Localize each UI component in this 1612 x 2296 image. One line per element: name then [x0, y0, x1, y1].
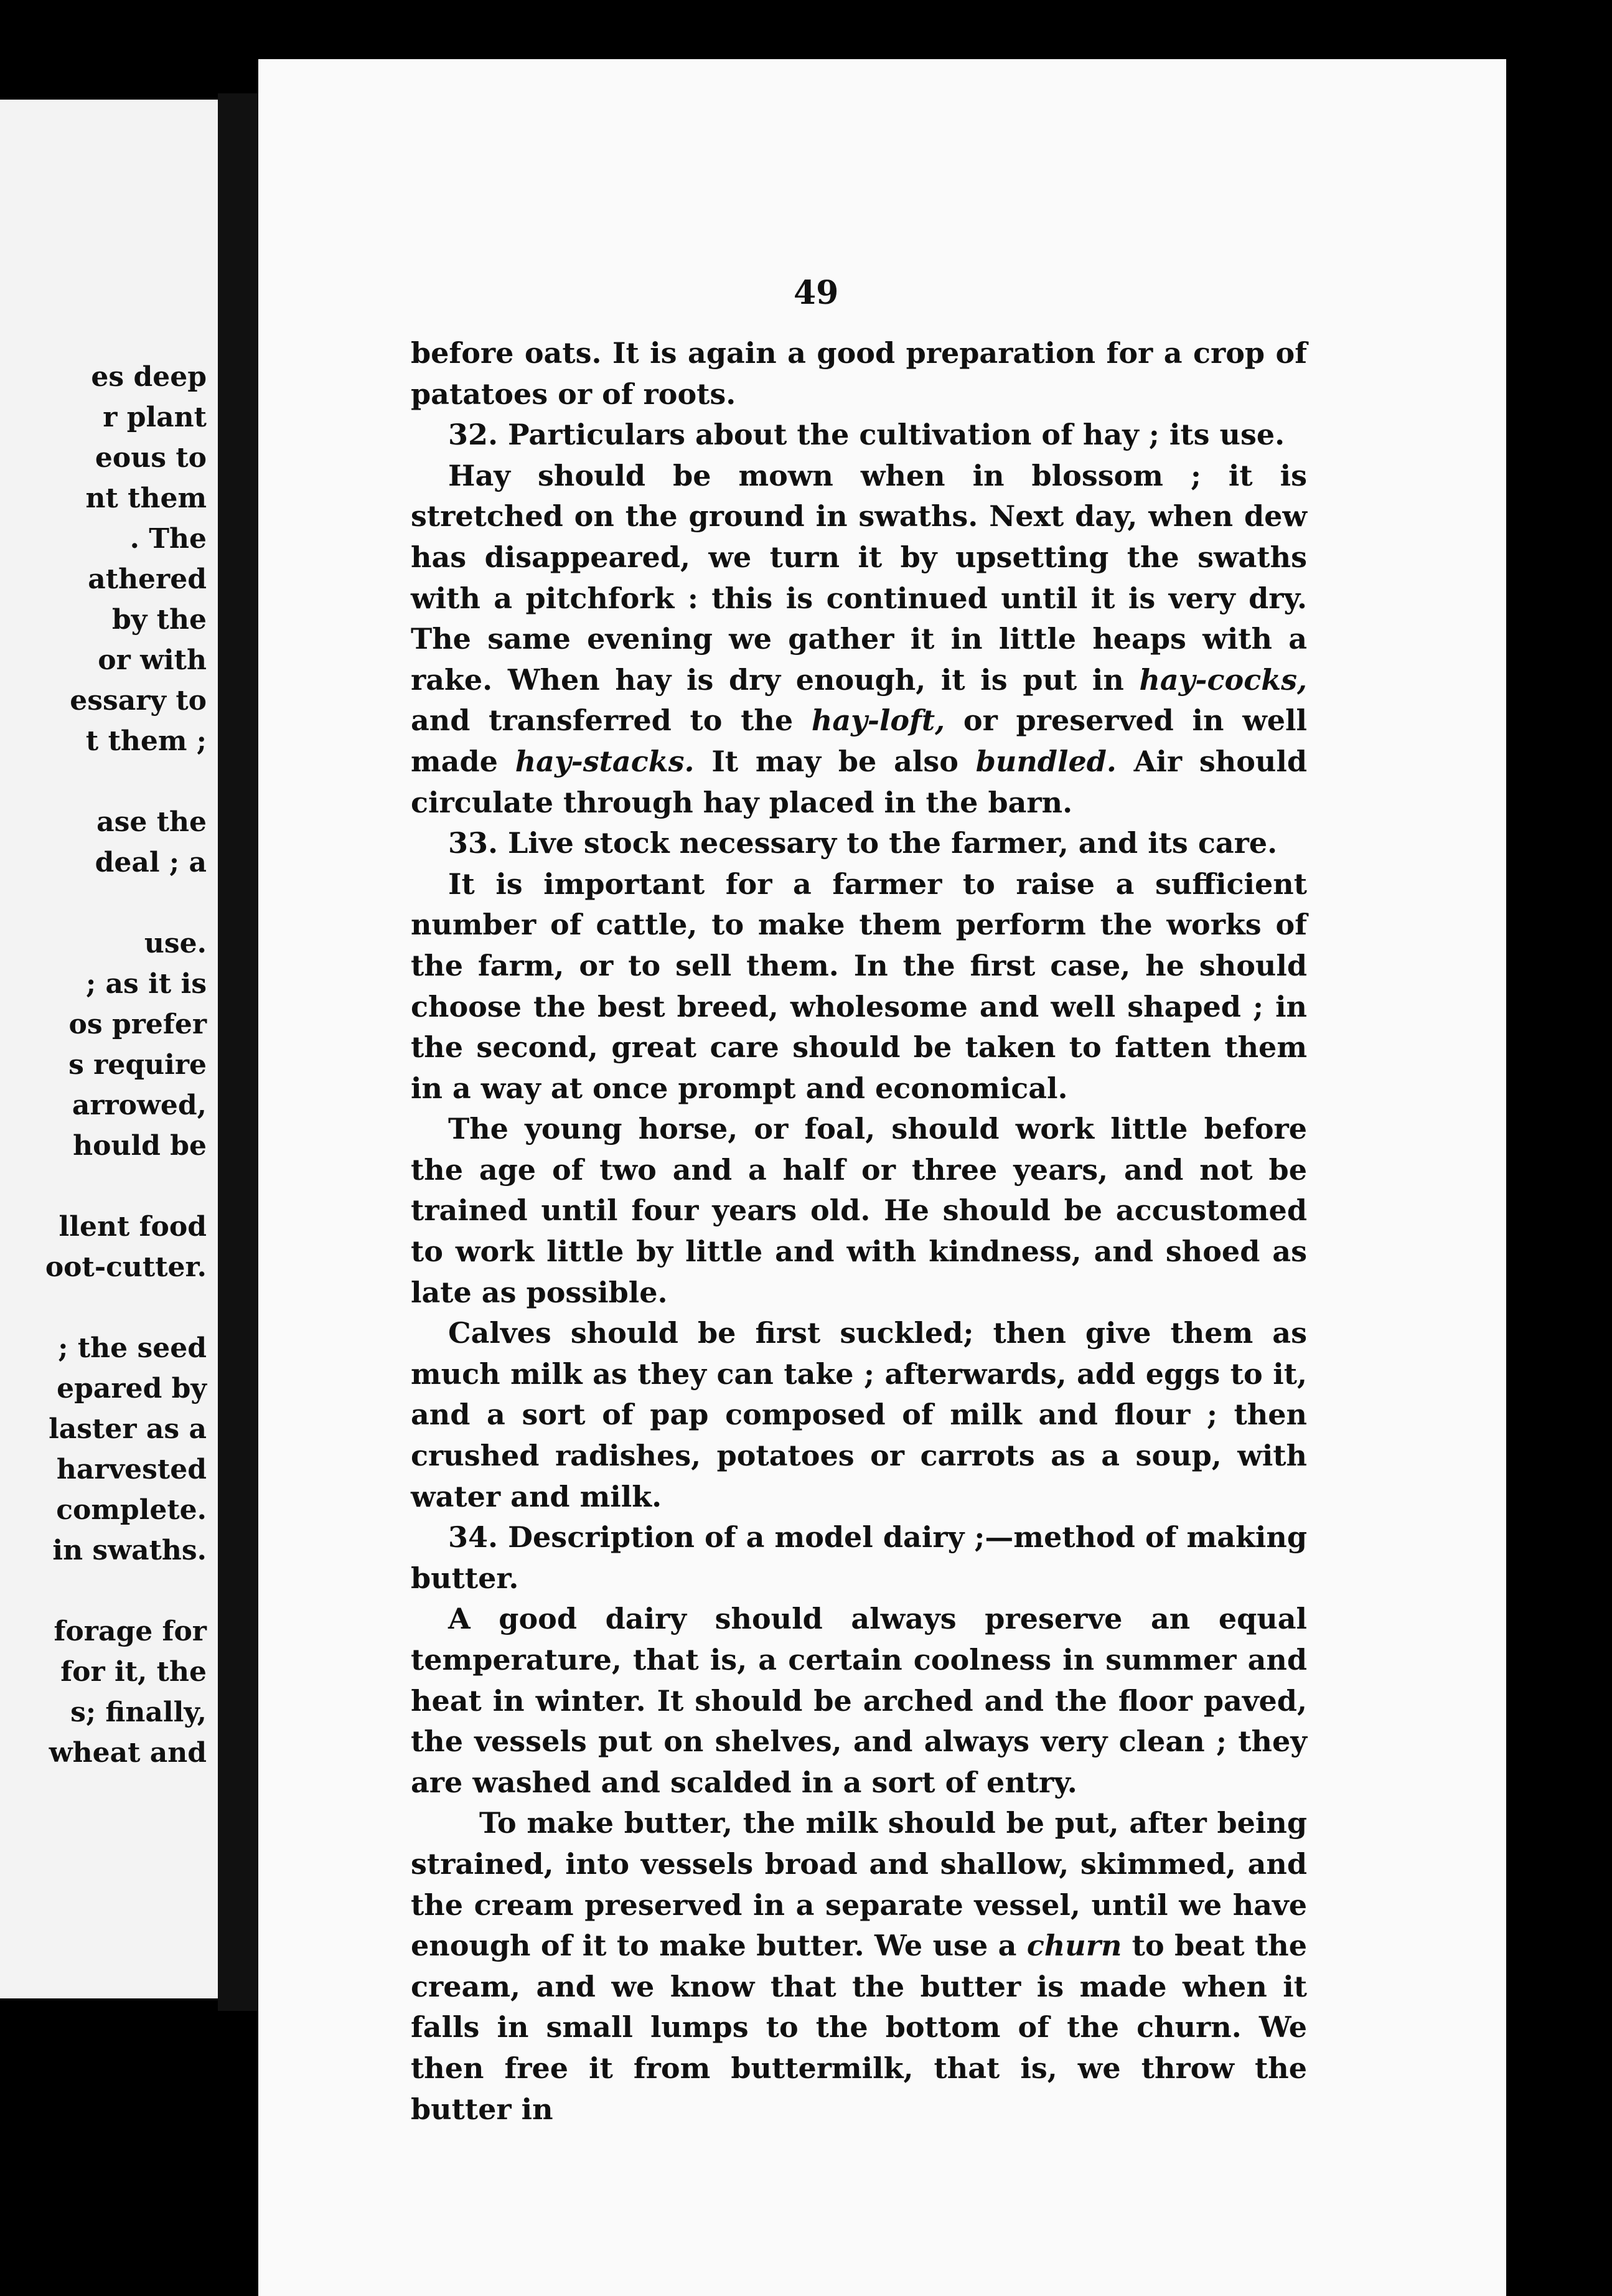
- left-page-line: oot-cutter.: [45, 1251, 207, 1283]
- left-page-line: eous to: [95, 442, 207, 474]
- left-page-line: harvested: [56, 1454, 207, 1485]
- section-title: Description of a model dairy ;—method of making butter.: [411, 1520, 1307, 1595]
- section-title: Particulars about the cultivation of hay ; its use.: [498, 418, 1285, 452]
- page-number: 49: [794, 274, 839, 312]
- left-page-line: essary to: [70, 685, 207, 717]
- left-page-line: . The: [129, 523, 207, 555]
- italic-term: hay-stacks.: [515, 744, 695, 778]
- left-page-line: for it, the: [60, 1656, 207, 1688]
- paragraph-cattle: It is important for a farmer to raise a sufficient number of cattle, to make them perform the works of the farm, or to sell them. In the first case, he should choose the best breed, wholesome and well shaped ; in the second, great care should be taken to fatten them in a way at once prompt and economical.: [411, 867, 1307, 1105]
- left-page-line: t them ;: [85, 725, 207, 757]
- section-32-heading: [411, 415, 1307, 456]
- left-page-line: use.: [144, 928, 207, 959]
- left-page-line: r plant: [103, 402, 207, 433]
- left-page-line: nt them: [85, 482, 207, 514]
- paragraph-calves: Calves should be first suckled; then give them as much milk as they can take ; afterwards, add eggs to it, and a sort of pap composed of milk and flour ; then crushed radishes, potatoes or carrots as a soup, with water and milk.: [411, 1316, 1307, 1513]
- text-run: or preserved in well made: [411, 703, 1308, 778]
- left-page-line: in swaths.: [52, 1535, 207, 1566]
- left-page-line: ase the: [96, 806, 207, 838]
- paragraph-butter: [411, 1803, 1307, 2130]
- left-page-line: deal ; a: [95, 847, 207, 878]
- left-page-line: laster as a: [49, 1413, 207, 1445]
- section-33-heading: [411, 823, 1307, 864]
- section-number: 34.: [448, 1520, 499, 1555]
- left-page-line: complete.: [56, 1494, 207, 1526]
- left-page-line: arrowed,: [72, 1089, 207, 1121]
- paragraph-hay: [411, 456, 1307, 823]
- paragraph-continuation: before oats. It is again a good preparation for a crop of patatoes or of roots.: [411, 336, 1307, 411]
- section-number: 32.: [448, 418, 499, 452]
- italic-term: bundled.: [975, 744, 1117, 778]
- left-page-line: wheat and: [49, 1737, 207, 1769]
- section-title: Live stock necessary to the farmer, and its care.: [498, 826, 1278, 860]
- left-page-line: hould be: [73, 1130, 207, 1162]
- text-run: Air should circulate through hay placed in the barn.: [411, 744, 1307, 819]
- body-text: [411, 333, 1307, 2130]
- left-page-line: es deep: [91, 361, 207, 393]
- paragraph-dairy: A good dairy should always preserve an equal temperature, that is, a certain coolness in summer and heat in winter. It should be arched and the floor paved, the vessels put on shelves, and always very clean ; they are washed and scalded in a sort of entry.: [411, 1602, 1307, 1799]
- left-page-line: os prefer: [68, 1009, 207, 1040]
- text-run: It may be also: [694, 744, 976, 778]
- left-page-line: by the: [112, 604, 207, 636]
- text-run: and transferred to the: [411, 703, 812, 738]
- left-facing-page: [0, 100, 218, 1998]
- left-page-line: s; finally,: [70, 1696, 207, 1728]
- paragraph-horse: The young horse, or foal, should work little before the age of two and a half or three years, and not be trained until four years old. He should be accustomed to work little by little and with kindness, and shoed as late as possible.: [411, 1112, 1307, 1309]
- left-page-line: llent food: [59, 1211, 207, 1243]
- left-page-line: forage for: [54, 1616, 207, 1647]
- italic-term: hay-loft,: [811, 703, 945, 738]
- section-34-heading: [411, 1517, 1307, 1599]
- left-page-line: athered: [88, 563, 207, 595]
- left-page-line: ; as it is: [85, 968, 207, 1000]
- text-run: Hay should be mown when in blossom ; it is stretched on the ground in swaths. Next day, when dew has disappeared, we turn it by upsetting the swaths with a pitchfork : this is continued until it is very dry. The same evening we gather it in little heaps with a rake. When hay is dry enough, it is put in: [411, 458, 1307, 697]
- section-number: 33.: [448, 826, 499, 860]
- text-run: To make butter, the milk should be put, after being strained, into vessels broad and shallow, skimmed, and the cream preserved in a separate vessel, until we have enough of it to make butter. We use a: [411, 1806, 1307, 1963]
- left-page-line: s require: [68, 1049, 207, 1081]
- italic-term: hay-cocks,: [1139, 662, 1307, 697]
- italic-term: churn: [1026, 1929, 1122, 1963]
- text-run: to beat the cream, and we know that the butter is made when it falls in small lumps to the bottom of the churn. We then free it from buttermilk, that is, we throw the butter in: [411, 1929, 1307, 2126]
- left-page-line: epared by: [57, 1373, 207, 1404]
- left-page-line: or with: [98, 644, 207, 676]
- left-page-line: ; the seed: [58, 1332, 207, 1364]
